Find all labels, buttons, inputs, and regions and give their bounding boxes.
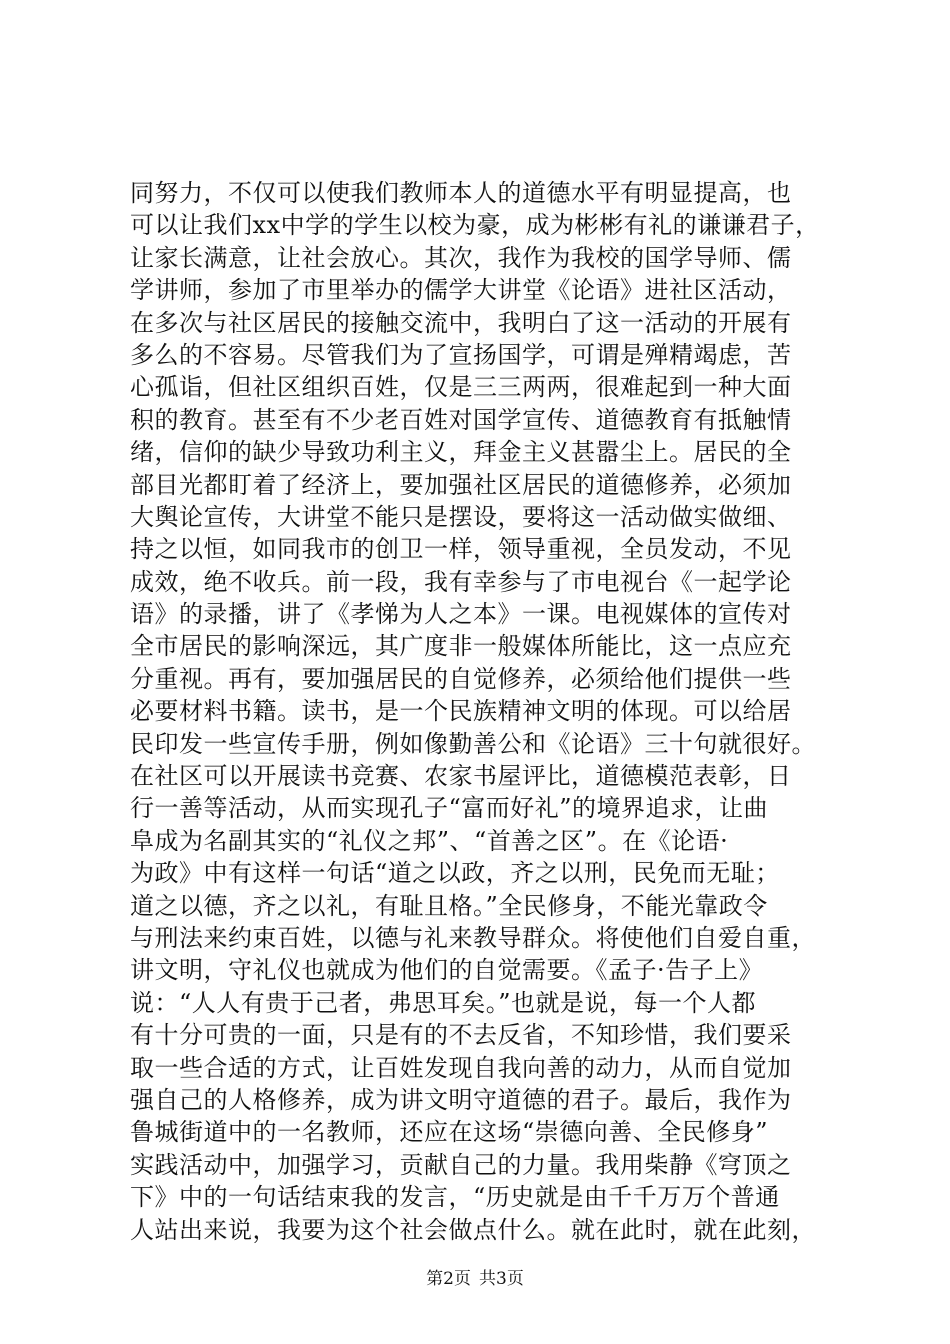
text-line: 取一些合适的方式，让百姓发现自我向善的动力，从而自觉加 [130, 1053, 792, 1082]
text-line: 有十分可贵的一面，只是有的不去反省，不知珍惜，我们要采 [130, 1021, 792, 1050]
page-number: 第2页 [426, 1269, 471, 1289]
text-line: 实践活动中，加强学习，贡献自己的力量。我用柴静《穹顶之 [130, 1150, 792, 1179]
text-line: 让家长满意，让社会放心。其次，我作为我校的国学导师、儒 [130, 243, 792, 272]
text-line: 人站出来说，我要为这个社会做点什么。就在此时，就在此刻， [130, 1215, 816, 1244]
text-line: 持之以恒，如同我市的创卫一样，领导重视，全员发动，不见 [130, 535, 792, 564]
text-line: 鲁城街道中的一名教师，还应在这场“崇德向善、全民修身” [130, 1118, 769, 1147]
text-line: 为政》中有这样一句话“道之以政，齐之以刑，民免而无耻； [130, 859, 780, 888]
text-line: 绪，信仰的缺少导致功利主义，拜金主义甚嚣尘上。居民的全 [130, 438, 792, 467]
text-line: 说：“人人有贵于己者，弗思耳矣。”也就是说，每一个人都 [130, 988, 757, 1017]
text-line: 下》中的一句话结束我的发言，“历史就是由千千万万个普通 [130, 1183, 780, 1212]
text-line: 大舆论宣传，大讲堂不能只是摆设，要将这一活动做实做细、 [130, 502, 792, 531]
text-line: 民印发一些宣传手册，例如像勤善公和《论语》三十句就很好。 [130, 729, 816, 758]
text-line: 分重视。再有，要加强居民的自觉修养，必须给他们提供一些 [130, 664, 792, 693]
text-line: 部目光都盯着了经济上，要加强社区居民的道德修养，必须加 [130, 470, 792, 499]
text-line: 道之以德，齐之以礼，有耻且格。”全民修身，不能光靠政令 [130, 891, 768, 920]
text-line: 行一善等活动，从而实现孔子“富而好礼”的境界追求，让曲 [130, 794, 769, 823]
body-text [130, 177, 830, 1246]
text-line: 在社区可以开展读书竞赛、农家书屋评比，道德模范表彰，日 [130, 762, 792, 791]
text-line: 成效，绝不收兵。前一段，我有幸参与了市电视台《一起学论 [130, 567, 792, 596]
text-line: 可以让我们xx中学的学生以校为豪，成为彬彬有礼的谦谦君子， [130, 211, 820, 240]
page-total: 共3页 [479, 1269, 524, 1289]
text-line: 与刑法来约束百姓，以德与礼来教导群众。将使他们自爱自重， [130, 923, 816, 952]
text-line: 心孤诣，但社区组织百姓，仅是三三两两，很难起到一种大面 [130, 373, 792, 402]
text-line: 多么的不容易。尽管我们为了宣扬国学，可谓是殚精竭虑，苦 [130, 340, 792, 369]
text-line: 语》的录播，讲了《孝悌为人之本》一课。电视媒体的宣传对 [130, 600, 792, 629]
text-line: 阜成为名副其实的“礼仪之邦”、“首善之区”。在《论语· [130, 826, 729, 855]
text-line: 同努力，不仅可以使我们教师本人的道德水平有明显提高，也 [130, 179, 792, 207]
text-line: 强自己的人格修养，成为讲文明守道德的君子。最后，我作为 [130, 1085, 792, 1114]
text-line: 全市居民的影响深远，其广度非一般媒体所能比，这一点应充 [130, 632, 792, 661]
text-line: 学讲师，参加了市里举办的儒学大讲堂《论语》进社区活动， [130, 276, 792, 305]
text-line: 积的教育。甚至有不少老百姓对国学宣传、道德教育有抵触情 [130, 405, 792, 434]
page-footer [0, 1268, 950, 1290]
text-line: 讲文明，守礼仪也就成为他们的自觉需要。《孟子·告子上》 [130, 956, 764, 985]
text-line: 必要材料书籍。读书，是一个民族精神文明的体现。可以给居 [130, 697, 792, 726]
text-line: 在多次与社区居民的接触交流中，我明白了这一活动的开展有 [130, 308, 792, 337]
